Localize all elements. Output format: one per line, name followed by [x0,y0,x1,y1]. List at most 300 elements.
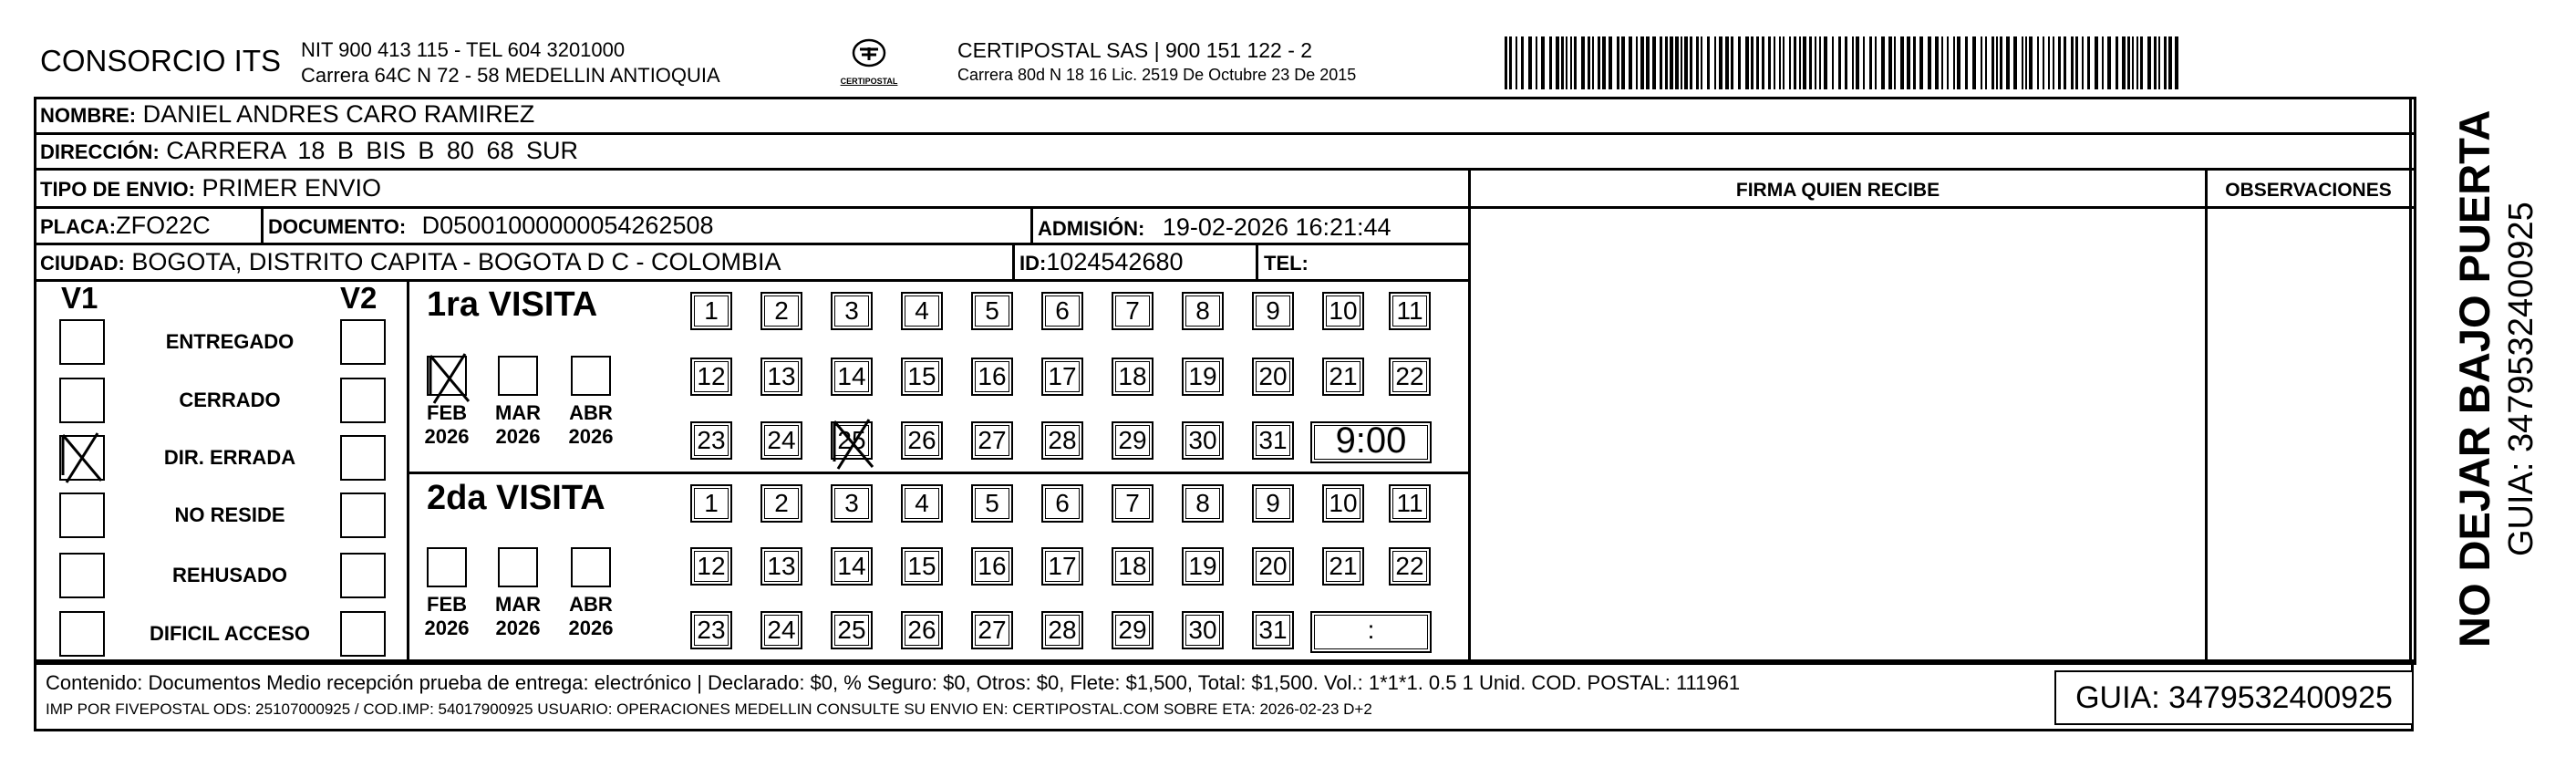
day-number: 8 [1195,489,1210,517]
barcode-bar [1665,36,1668,89]
option-label: NO RESIDE [174,503,285,526]
barcode-bar [1919,36,1923,89]
day-number: 18 [1118,362,1147,390]
barcode-bar [1670,36,1673,89]
day-number: 12 [697,362,726,390]
month-label [491,401,545,449]
month-year: 2026 [424,617,470,639]
second-visit-month-checkbox[interactable] [571,547,611,587]
barcode-bar [2029,36,2033,89]
day-number: 31 [1258,426,1288,454]
month-label [419,593,474,640]
day-number: 22 [1395,362,1424,390]
second-visit-day-box[interactable] [1182,484,1224,523]
barcode-bar [1928,36,1931,89]
day-number: 13 [767,362,796,390]
month-year: 2026 [495,617,541,639]
placa-label: PLACA: [40,215,117,238]
barcode-bar [1592,36,1594,89]
second-visit-day-box[interactable] [1322,484,1364,523]
first-visit-day-box[interactable] [1112,358,1154,396]
barcode-bar [1725,36,1729,89]
barcode-bar [1809,36,1812,89]
first-visit-day-box[interactable] [1389,358,1431,396]
first-visit-day-box[interactable] [1041,421,1083,460]
v1-checkbox[interactable] [59,319,105,365]
barcode-bar [2022,36,2023,89]
barcode-bar [1652,36,1656,89]
barcode-bar [1819,36,1821,89]
barcode-bar [1953,36,1955,89]
day-number: 17 [1048,362,1077,390]
barcode-bar [2107,36,2111,89]
barcode-bar [1794,36,1796,89]
second-visit-day-box[interactable] [1112,611,1154,649]
option-label: REHUSADO [172,564,287,586]
second-visit-day-box[interactable] [831,547,873,586]
barcode-bar [2071,36,2074,89]
day-number: 23 [697,426,726,454]
second-visit-day-box[interactable] [1041,547,1083,586]
carrier-line1: CERTIPOSTAL SAS | 900 151 122 - 2 [957,38,1313,62]
second-visit-day-box[interactable] [1322,547,1364,586]
day-number: 10 [1329,296,1358,325]
second-visit-day-box[interactable] [971,484,1013,523]
barcode-bar [1996,36,1998,89]
barcode-bar [2154,36,2157,89]
direccion-label: DIRECCIÓN: [40,140,160,163]
second-visit-day-box[interactable] [901,484,943,523]
day-number: 20 [1258,552,1288,580]
barcode-bar [1972,36,1976,89]
barcode-bar [1602,36,1606,89]
month-label [564,593,618,640]
day-number: 18 [1118,552,1147,580]
day-number: 17 [1048,552,1077,580]
barcode-bar [1561,36,1564,89]
second-visit-day-box[interactable] [831,611,873,649]
barcode-bar [2013,36,2017,89]
second-visit-day-box[interactable] [760,484,802,523]
barcode-bar [1541,36,1545,89]
guia-box-text: GUIA: 3479532400925 [2075,680,2393,715]
first-visit-day-box[interactable] [971,292,1013,330]
barcode-bar [1863,36,1865,89]
barcode-bar [1756,36,1759,89]
barcode-bar [1675,36,1679,89]
month-name: FEB [427,401,467,424]
barcode-bar [2025,36,2027,89]
first-visit-day-box[interactable] [760,292,802,330]
barcode-bar [1991,36,1994,89]
barcode-bar [2095,36,2098,89]
v2-checkbox[interactable] [340,493,386,538]
day-number: 9 [1266,296,1280,325]
tel-label: TEL: [1264,252,1309,275]
barcode-bar [1985,36,1987,89]
day-number: 16 [978,362,1007,390]
carrier-line2: Carrera 80d N 18 16 Lic. 2519 De Octubre 23 De 2015 [957,66,1357,84]
barcode-bar [1570,36,1572,89]
first-visit-day-box[interactable] [1182,358,1224,396]
second-visit-day-box[interactable] [690,484,732,523]
second-visit-label: 2da VISITA [427,479,605,517]
day-number: 7 [1125,489,1140,517]
certipostal-logo [837,38,901,88]
v1-checkbox[interactable] [59,378,105,423]
barcode-bar [2122,36,2126,89]
guia-box [2054,670,2414,725]
first-visit-day-box[interactable] [690,358,732,396]
barcode-bar [2147,36,2151,89]
tipo-envio-value: PRIMER ENVIO [202,174,381,202]
month-name: ABR [569,593,613,616]
day-number: 6 [1055,296,1070,325]
barcode-bar [1598,36,1600,89]
barcode-bar [1566,36,1567,89]
second-visit-day-box[interactable] [1389,484,1431,523]
barcode-bar [1731,36,1733,89]
day-number: 3 [844,489,859,517]
barcode [1505,36,2185,89]
barcode-bar [1646,36,1650,89]
day-number: 21 [1329,362,1358,390]
day-number: 21 [1329,552,1358,580]
time-value: : [1367,616,1375,644]
barcode-bar [2140,36,2143,89]
barcode-bar [1714,36,1716,89]
day-number: 27 [978,616,1007,644]
id-value: 1024542680 [1046,248,1184,275]
barcode-bar [1621,36,1625,89]
v2-label: V2 [340,281,378,315]
barcode-bar [1783,36,1785,89]
second-visit-day-box[interactable] [1252,611,1294,649]
day-number: 23 [697,616,726,644]
month-year: 2026 [568,425,614,448]
v2-checkbox[interactable] [340,319,386,365]
barcode-bar [1947,36,1949,89]
barcode-bar [1913,36,1916,89]
barcode-bar [1588,36,1590,89]
second-visit-day-box[interactable] [1112,547,1154,586]
v2-checkbox[interactable] [340,378,386,423]
day-number: 5 [985,296,999,325]
v1-checkbox[interactable] [59,435,105,481]
barcode-bar [1869,36,1872,89]
company-line2: Carrera 64C N 72 - 58 MEDELLIN ANTIOQUIA [301,64,720,87]
admision-cell [1038,212,1391,244]
first-visit-month-checkbox[interactable] [427,356,467,396]
v2-checkbox[interactable] [340,435,386,481]
second-visit-day-box[interactable] [1112,484,1154,523]
barcode-bar [1774,36,1775,89]
barcode-bar [1838,36,1841,89]
barcode-bar [2064,36,2066,89]
first-visit-time-box[interactable] [1310,421,1432,463]
tipo-envio-label: TIPO DE ENVIO: [40,178,195,201]
day-number: 14 [837,552,866,580]
tipo-envio-row [40,172,381,205]
month-year: 2026 [568,617,614,639]
barcode-bar [1581,36,1585,89]
day-number: 28 [1048,616,1077,644]
day-number: 29 [1118,616,1147,644]
month-year: 2026 [495,425,541,448]
tel-cell [1264,246,1309,279]
barcode-bar [1957,36,1960,89]
second-visit-month-checkbox[interactable] [427,547,467,587]
company-line1: NIT 900 413 115 - TEL 604 3201000 [301,38,626,61]
second-visit-day-box[interactable] [690,547,732,586]
first-visit-day-box[interactable] [831,421,873,460]
barcode-bar [2168,36,2172,89]
first-visit-day-box[interactable] [1252,421,1294,460]
first-visit-day-box[interactable] [901,421,943,460]
side-guia: GUIA: 3479532400925 [2502,202,2540,556]
first-visit-day-box[interactable] [1252,292,1294,330]
first-visit-day-box[interactable] [690,421,732,460]
barcode-bar [1738,36,1741,89]
v1-checkbox[interactable] [59,553,105,598]
day-number: 8 [1195,296,1210,325]
day-number: 20 [1258,362,1288,390]
option-label: DIFICIL ACCESO [149,622,310,645]
day-number: 26 [907,426,936,454]
first-visit-day-box[interactable] [760,358,802,396]
barcode-bar [1745,36,1749,89]
barcode-bar [1768,36,1771,89]
barcode-bar [1815,36,1816,89]
day-number: 2 [774,296,789,325]
second-visit-day-box[interactable] [1182,547,1224,586]
first-visit-day-box[interactable] [971,421,1013,460]
barcode-bar [2037,36,2039,89]
barcode-bar [1536,36,1537,89]
id-cell [1019,246,1184,279]
day-number: 26 [907,616,936,644]
barcode-bar [1856,36,1859,89]
first-visit-day-box[interactable] [1041,358,1083,396]
month-label [419,401,474,449]
first-visit-day-box[interactable] [1182,292,1224,330]
first-visit-day-box[interactable] [831,358,873,396]
barcode-bar [1521,36,1524,89]
month-label [491,593,545,640]
day-number: 10 [1329,489,1358,517]
v1-checkbox[interactable] [59,611,105,657]
option-label: CERRADO [179,389,281,411]
second-visit-day-box[interactable] [760,547,802,586]
first-visit-day-box[interactable] [831,292,873,330]
barcode-bar [1574,36,1577,89]
first-visit-day-box[interactable] [1041,292,1083,330]
first-visit-day-box[interactable] [1112,292,1154,330]
first-visit-month-checkbox[interactable] [498,356,538,396]
v1-checkbox[interactable] [59,493,105,538]
firma-header: FIRMA QUIEN RECIBE [1735,180,1940,201]
first-visit-day-box[interactable] [1389,292,1431,330]
second-visit-day-box[interactable] [1041,484,1083,523]
barcode-bar [2132,36,2134,89]
barcode-bar [1707,36,1710,89]
barcode-bar [1935,36,1939,89]
first-visit-day-box[interactable] [1322,358,1364,396]
month-name: MAR [494,401,542,424]
second-visit-day-box[interactable] [1182,611,1224,649]
barcode-bar [1505,36,1507,89]
first-visit-day-box[interactable] [971,358,1013,396]
barcode-bar [2175,36,2178,89]
barcode-bar [2043,36,2044,89]
option-label: ENTREGADO [165,330,295,353]
day-number: 22 [1395,552,1424,580]
first-visit-day-box[interactable] [1182,421,1224,460]
barcode-bar [1824,36,1827,89]
second-visit-day-box[interactable] [1252,547,1294,586]
day-number: 14 [837,362,866,390]
month-name: ABR [569,401,613,424]
placa-cell [40,210,211,243]
barcode-bar [1875,36,1877,89]
barcode-bar [1509,36,1512,89]
barcode-bar [1799,36,1801,89]
day-number: 3 [844,296,859,325]
day-number: 11 [1396,296,1423,325]
v2-checkbox[interactable] [340,611,386,657]
nombre-label: NOMBRE: [40,104,137,127]
day-number: 7 [1125,296,1140,325]
second-visit-day-box[interactable] [971,611,1013,649]
day-number: 1 [704,296,719,325]
direccion-row [40,135,578,168]
barcode-bar [1681,36,1682,89]
documento-value: D05001000000054262508 [421,212,714,239]
documento-label: DOCUMENTO: [268,215,407,238]
month-label [564,401,618,449]
barcode-bar [1617,36,1619,89]
month-name: FEB [427,593,467,616]
day-number: 4 [915,489,929,517]
barcode-bar [1832,36,1834,89]
barcode-bar [2058,36,2061,89]
day-number: 25 [837,426,866,454]
first-visit-day-box[interactable] [1252,358,1294,396]
barcode-bar [2006,36,2010,89]
barcode-bar [1762,36,1764,89]
barcode-bar [1941,36,1943,89]
barcode-bar [1965,36,1968,89]
time-value: 9:00 [1335,420,1407,461]
second-visit-day-box[interactable] [690,611,732,649]
second-visit-month-checkbox[interactable] [498,547,538,587]
barcode-bar [1629,36,1632,89]
v1-label: V1 [61,281,98,315]
barcode-bar [1556,36,1559,89]
admision-value: 19-02-2026 16:21:44 [1162,213,1391,241]
day-number: 19 [1188,362,1217,390]
first-visit-day-box[interactable] [760,421,802,460]
barcode-bar [2116,36,2118,89]
first-visit-day-box[interactable] [1322,292,1364,330]
day-number: 15 [907,552,936,580]
placa-value: ZFO22C [116,212,211,239]
id-label: ID: [1019,252,1047,275]
second-visit-day-box[interactable] [1389,547,1431,586]
first-visit-day-box[interactable] [901,358,943,396]
barcode-bar [1852,36,1854,89]
first-visit-day-box[interactable] [690,292,732,330]
barcode-bar [1660,36,1662,89]
day-number: 15 [907,362,936,390]
barcode-bar [1845,36,1847,89]
barcode-bar [1684,36,1688,89]
firma-area[interactable] [1471,209,2205,662]
second-visit-day-box[interactable] [831,484,873,523]
logo-text: CERTIPOSTAL [840,77,898,86]
first-visit-day-box[interactable] [1112,421,1154,460]
second-visit-day-box[interactable] [901,611,943,649]
barcode-bar [1803,36,1806,89]
barcode-bar [2127,36,2130,89]
barcode-bar [1636,36,1638,89]
side-warning: NO DEJAR BAJO PUERTA [2450,109,2498,648]
documento-cell [268,210,714,243]
barcode-bar [1907,36,1910,89]
barcode-bar [2075,36,2078,89]
ciudad-value: BOGOTA, DISTRITO CAPITA - BOGOTA D C - COLOMBIA [131,248,781,275]
day-number: 2 [774,489,789,517]
second-visit-day-box[interactable] [901,547,943,586]
barcode-bar [1609,36,1612,89]
barcode-bar [2158,36,2160,89]
barcode-bar [1549,36,1552,89]
barcode-bar [2164,36,2167,89]
option-label: DIR. ERRADA [163,446,296,469]
nombre-row [40,99,534,131]
barcode-bar [1719,36,1723,89]
footer-line2: IMP POR FIVEPOSTAL ODS: 25107000925 / COD.IMP: 54017900925 USUARIO: OPERACIONES MEDELLIN CONSULTE SU ENVIO EN: CERTIPOSTAL.COM SOBRE ETA: 2026-02-23 D+2 [46,700,1372,718]
observaciones-area[interactable] [2208,209,2409,662]
day-number: 31 [1258,616,1288,644]
company-name: CONSORCIO ITS [40,44,282,78]
direccion-value: CARRERA 18 B BIS B 80 68 SUR [166,137,578,164]
day-number: 6 [1055,489,1070,517]
month-name: MAR [494,593,542,616]
barcode-bar [1751,36,1754,89]
second-visit-day-box[interactable] [1041,611,1083,649]
second-visit-time-box[interactable] [1310,611,1432,653]
day-number: 30 [1188,616,1217,644]
barcode-bar [1900,36,1904,89]
first-visit-day-box[interactable] [901,292,943,330]
barcode-bar [1701,36,1702,89]
second-visit-day-box[interactable] [1252,484,1294,523]
day-number: 25 [837,616,866,644]
day-number: 9 [1266,489,1280,517]
day-number: 27 [978,426,1007,454]
barcode-bar [2082,36,2084,89]
barcode-bar [1516,36,1517,89]
barcode-bar [1779,36,1781,89]
day-number: 16 [978,552,1007,580]
barcode-bar [2136,36,2138,89]
second-visit-day-box[interactable] [971,547,1013,586]
first-visit-month-checkbox[interactable] [571,356,611,396]
second-visit-day-box[interactable] [760,611,802,649]
barcode-bar [2048,36,2050,89]
v2-checkbox[interactable] [340,553,386,598]
